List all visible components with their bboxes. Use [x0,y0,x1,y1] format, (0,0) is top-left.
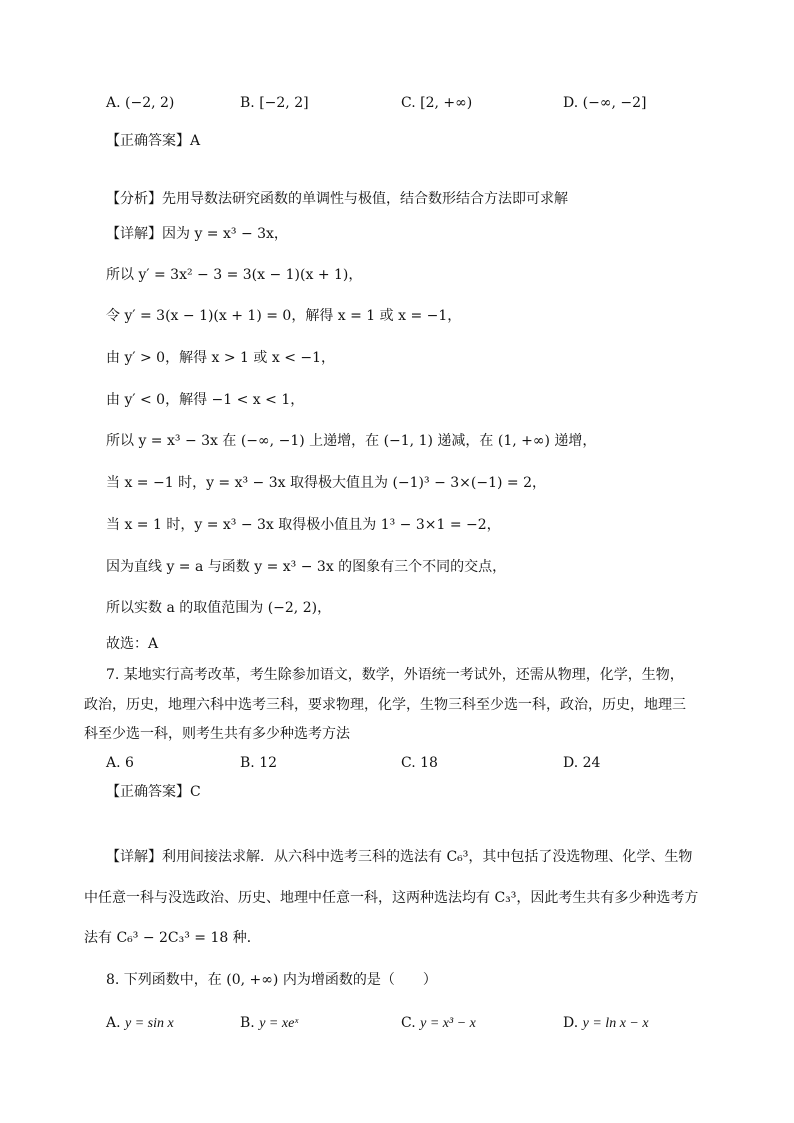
option-value: 12 [259,755,278,771]
option-value: [2, +∞) [420,95,473,111]
q6-detail-line: 由 y′ < 0，解得 −1 < x < 1， [106,392,305,408]
option-label: B. [240,95,255,111]
q6-detail-line: 由 y′ > 0，解得 x > 1 或 x < −1， [106,350,336,366]
q6-option-b [240,93,309,113]
option-value: 18 [420,755,438,771]
option-value: 6 [125,755,134,771]
q8-option-a [106,1013,174,1034]
q6-option-a [106,93,174,113]
q6-option-c [401,93,472,113]
q8-option-d [563,1013,649,1034]
q6-detail-line: 令 y′ = 3(x − 1)(x + 1) = 0，解得 x = 1 或 x = −1， [106,308,462,324]
q7-stem-line: 政治，历史，地理六科中选考三科，要求物理，化学，生物三科至少选一科，政治，历史，地理三 [84,697,686,713]
option-label: D. [563,1015,579,1031]
q7-detail-line: 法有 C₆³ − 2C₃³ = 18 种． [84,930,261,946]
option-value: [−2, 2] [259,95,309,111]
option-value: 24 [582,755,601,771]
q8-option-c [401,1013,476,1034]
option-label: C. [401,755,416,771]
option-label: C. [401,1015,416,1031]
q7-answer: 【正确答案】C [106,784,201,800]
option-label: D. [563,755,579,771]
q6-analysis: 【分析】先用导数法研究函数的单调性与极值，结合数形结合方法即可求解 [106,191,568,207]
q8-stem: 8. 下列函数中，在 (0, +∞) 内为增函数的是（ ） [106,972,437,988]
q7-detail-line: 【详解】利用间接法求解．从六科中选考三科的选法有 C₆³，其中包括了没选物理、化学、生物 [106,849,693,865]
option-label: B. [240,1015,255,1031]
q7-option-d [563,753,600,773]
option-value: y = x³ − x [420,1016,476,1031]
q6-answer: 【正确答案】A [106,133,201,149]
option-label: A. [106,1015,121,1031]
q6-option-d [563,93,647,113]
q6-detail-line: 所以 y = x³ − 3x 在 (−∞, −1) 上递增，在 (−1, 1) 递减，在 (1, +∞) 递增， [106,433,597,449]
option-value: (−2, 2) [125,95,175,111]
q8-option-b [240,1013,298,1034]
q7-stem-line: 科至少选一科，则考生共有多少种选考方法 [84,726,350,742]
q6-detail-line: 所以实数 a 的取值范围为 (−2, 2)， [106,600,332,616]
q7-option-c [401,753,438,773]
option-value: y = xeˣ [259,1016,299,1031]
q7-detail-line: 中任意一科与没选政治、历史、地理中任意一科，这两种选法均有 C₃³，因此考生共有多少种选考方 [84,890,699,906]
q6-conclusion: 故选：A [106,636,159,652]
q7-option-b [240,753,277,773]
option-label: B. [240,755,255,771]
q6-detail-line: 当 x = 1 时，y = x³ − 3x 取得极小值且为 1³ − 3×1 = −2， [106,517,501,533]
q7-stem-line: 7. 某地实行高考改革，考生除参加语文，数学，外语统一考试外，还需从物理，化学，生物， [106,667,684,683]
option-label: D. [563,95,579,111]
option-label: A. [106,95,121,111]
option-label: A. [106,755,121,771]
q6-detail-line: 因为直线 y = a 与函数 y = x³ − 3x 的图象有三个不同的交点， [106,559,507,575]
option-value: y = ln x − x [582,1016,649,1031]
option-value: (−∞, −2] [582,95,647,111]
q6-detail-line: 所以 y′ = 3x² − 3 = 3(x − 1)(x + 1)， [106,267,363,283]
q7-option-a [106,753,134,773]
q6-detail-line: 当 x = −1 时，y = x³ − 3x 取得极大值且为 (−1)³ − 3×(−1) = 2， [106,475,546,491]
option-label: C. [401,95,416,111]
q6-detail-line: 【详解】因为 y = x³ − 3x， [106,226,288,242]
option-value: y = sin x [125,1016,174,1031]
